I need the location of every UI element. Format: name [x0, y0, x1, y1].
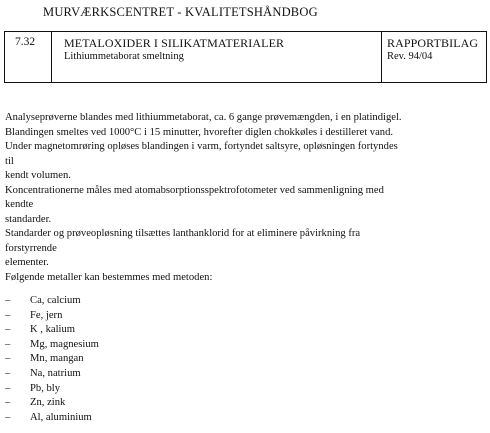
list-dash: – — [5, 397, 11, 409]
list-dash: – — [5, 382, 11, 394]
document-org-title: MURVÆRKSCENTRET - KVALITETSHÅNDBOG — [43, 5, 318, 19]
metal-label: Al, aluminium — [30, 411, 92, 423]
metal-label: Mn, mangan — [30, 353, 84, 365]
list-dash: – — [5, 353, 11, 365]
metal-label: Pb, bly — [30, 382, 61, 394]
list-item — [5, 411, 305, 426]
list-item — [5, 294, 305, 309]
body-line: til — [5, 155, 14, 167]
metal-list — [5, 294, 305, 425]
list-dash: – — [5, 309, 11, 321]
title-cell — [52, 32, 382, 82]
report-cell — [382, 32, 486, 82]
list-item — [5, 352, 305, 367]
list-item — [5, 309, 305, 324]
body-line: forstyrrende — [5, 242, 57, 254]
list-item — [5, 338, 305, 353]
list-dash: – — [5, 295, 11, 306]
body-text — [5, 111, 487, 285]
revision-label: Rev. 94/04 — [387, 51, 433, 62]
body-line: Under magnetomrøring opløses blandingen i varm, fortyndet saltsyre, opløsningen fortyndes — [5, 141, 398, 152]
metal-label: Na, natrium — [30, 367, 81, 379]
main-title: METALOXIDER I SILIKATMATERIALER — [64, 36, 285, 50]
report-label: RAPPORTBILAG — [387, 36, 479, 50]
list-dash: – — [5, 324, 11, 336]
body-line: kendte — [5, 199, 34, 210]
body-line: Standarder og prøveopløsning tilsættes lanthanklorid for at eliminere påvirkning fra — [5, 228, 361, 239]
body-line: kendt volumen. — [5, 170, 71, 181]
body-line: elementer. — [5, 257, 49, 268]
list-item — [5, 396, 305, 411]
list-item — [5, 323, 305, 338]
list-dash: – — [5, 367, 11, 379]
body-line: Analyseprøverne blandes med lithiummetaborat, ca. 6 gange prøvemængden, i en platindigel. — [5, 112, 402, 123]
list-item — [5, 382, 305, 397]
header-table — [4, 31, 487, 83]
body-line: standarder. — [5, 213, 52, 225]
metal-label: Fe, jern — [30, 309, 63, 321]
metal-label: Mg, magnesium — [30, 338, 99, 350]
list-dash: – — [5, 411, 11, 423]
body-line: Blandingen smeltes ved 1000°C i 15 minutter, hvorefter diglen chokkøles i destilleret vand. — [5, 126, 394, 138]
metal-label: Zn, zink — [30, 397, 66, 409]
metal-label: Ca, calcium — [30, 295, 81, 306]
sub-title: Lithiummetaborat smeltning — [64, 51, 184, 62]
list-dash: – — [5, 338, 11, 350]
section-number: 7.32 — [5, 32, 52, 82]
list-item — [5, 367, 305, 382]
body-line: Koncentrationerne måles med atomabsorptionsspektrofotometer ved sammenligning med — [5, 184, 384, 196]
metal-label: K , kalium — [30, 324, 76, 336]
body-line: Følgende metaller kan bestemmes med metoden: — [5, 271, 213, 283]
